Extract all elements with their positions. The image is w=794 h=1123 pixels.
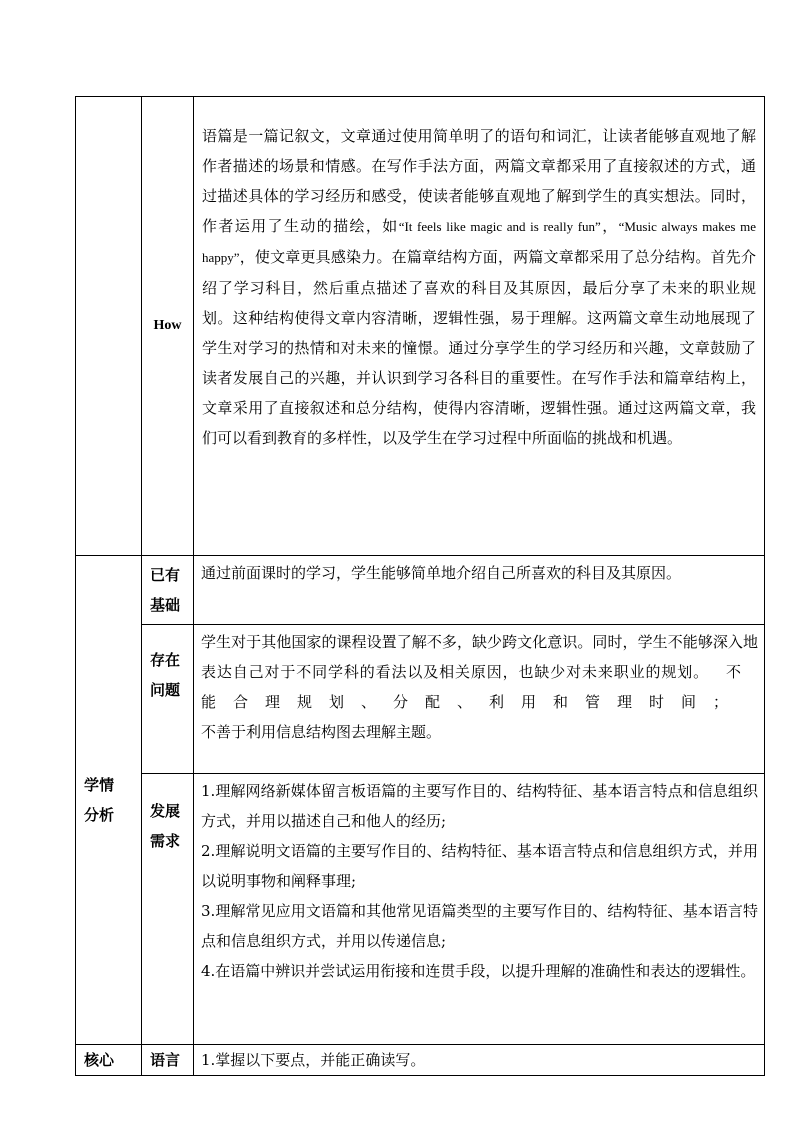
issues-text-spread: 。不能合理规划、分配、利用和管理时间； (201, 663, 758, 711)
core-row (76, 1045, 765, 1076)
known-basis-text: 通过前面课时的学习，学生能够简单地介绍自己所喜欢的科目及其原因。 (194, 556, 765, 625)
issues-row (76, 625, 765, 774)
needs-list-cell (194, 774, 765, 1045)
core-sub-label: 语言 (142, 1045, 194, 1076)
how-quote-1: “It feels like magic and is really fun” (398, 219, 601, 234)
issues-label: 存在问题 (150, 651, 181, 699)
how-label: How (142, 97, 194, 556)
how-quote-2: “Music always makes me happy” (202, 219, 756, 265)
how-row (76, 97, 765, 556)
needs-item: 3.理解常见应用文语篇和其他常见语篇类型的主要写作目的、结构特征、基本语言特点和信息组织方式，并用以传递信息; (201, 902, 758, 950)
analysis-label: 学情分析 (84, 776, 115, 824)
how-text-cell (194, 97, 765, 556)
core-text: 1.掌握以下要点，并能正确读写。 (194, 1045, 765, 1076)
needs-item: 4.在语篇中辨识并尝试运用衔接和连贯手段，以提升理解的准确性和表达的逻辑性。 (201, 962, 756, 980)
known-basis-label-cell (142, 556, 194, 625)
needs-item: 1.理解网络新媒体留言板语篇的主要写作目的、结构特征、基本语言特点和信息组织方式，并用以描述自己和他人的经历; (201, 782, 758, 830)
analysis-label-cell (76, 556, 142, 1045)
needs-item: 2.理解说明文语篇的主要写作目的、结构特征、基本语言特点和信息组织方式，并用以说明事物和阐释事理; (201, 842, 758, 890)
known-basis-row (76, 556, 765, 625)
lesson-plan-table (75, 96, 765, 1076)
how-separator: ， (600, 217, 619, 235)
how-text-part-2: ，使文章更具感染力。在篇章结构方面，两篇文章都采用了总分结构。首先介绍了学习科目，然后重点描述了喜欢的科目及其原因，最后分享了未来的职业规划。这种结构使得文章内容清晰，逻辑性强，易于理解。这两篇文章生动地展现了学生对学习的热情和对未来的憧憬。通过分享学生的学习经历和兴趣，文章鼓励了读者发展自己的兴趣，并认识到学习各科目的重要性。在写作手法和篇章结构上，文章采用了直接叙述和总分结构，使得内容清晰，逻辑性强。通过这两篇文章，我们可以看到教育的多样性，以及学生在学习过程中所面临的挑战和机遇。 (202, 248, 756, 447)
how-text-part-1: 语篇是一篇记叙文，文章通过使用简单明了的语句和词汇，让读者能够直观地了解作者描述的场景和情感。在写作手法方面，两篇文章都采用了直接叙述的方式，通过描述具体的学习经历和感受，使读者能够直观地了解到学生的真实想法。同时，作者运用了生动的描绘，如 (202, 127, 756, 235)
issues-label-cell (142, 625, 194, 774)
needs-label-cell (142, 774, 194, 1045)
how-empty-cell (76, 97, 142, 556)
needs-label: 发展需求 (150, 802, 181, 850)
core-label: 核心 (76, 1045, 142, 1076)
issues-text-cell (194, 625, 765, 774)
known-basis-label: 已有基础 (150, 566, 181, 614)
issues-text-part-1: 学生对于其他国家的课程设置了解不多，缺少跨文化意识。同时，学生不能够深入地表达自己对于不同学科的看法以及相关原因，也缺少对未来职业的规划 (201, 633, 758, 681)
how-paragraph (202, 121, 756, 453)
issues-text-part-2: 不善于利用信息结构图去理解主题。 (201, 723, 442, 741)
needs-row (76, 774, 765, 1045)
